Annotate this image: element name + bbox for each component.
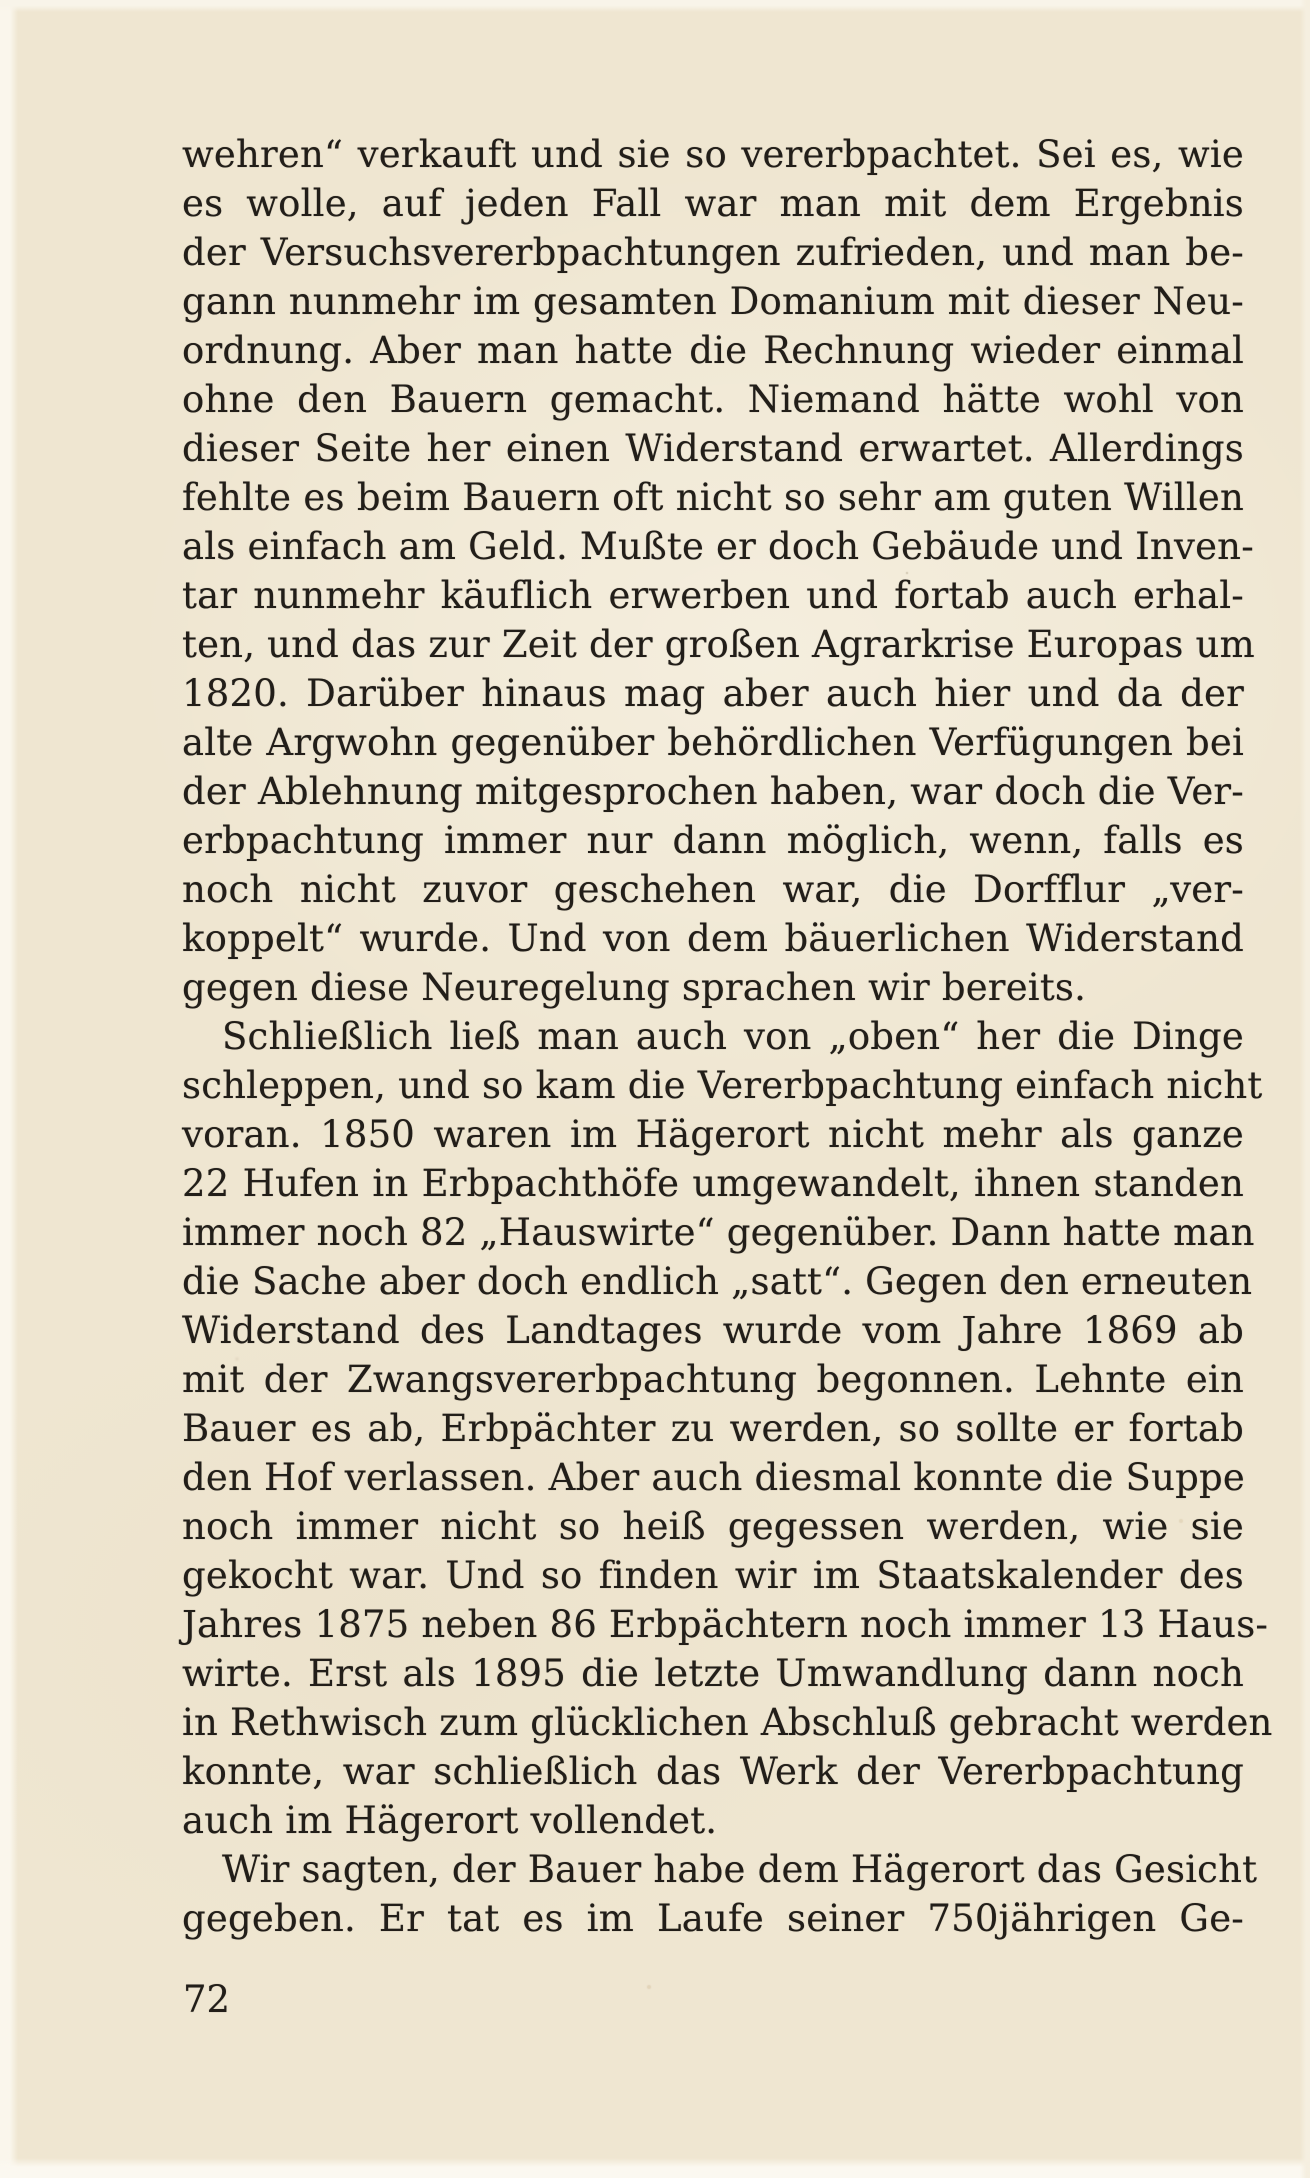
- text-line: gegen diese Neuregelung sprachen wir bereits.: [182, 966, 1087, 1009]
- text-line: voran. 1850 waren im Hägerort nicht mehr als ganze: [182, 1113, 1244, 1156]
- scan-edge-right: [1300, 0, 1310, 2178]
- text-line: der Versuchsvererbpachtungen zufrieden, und man be-: [182, 231, 1244, 274]
- text-line: dieser Seite her einen Widerstand erwartet. Allerdings: [182, 427, 1244, 470]
- text-line: Bauer es ab, Erbpächter zu werden, so sollte er fortab: [182, 1407, 1244, 1450]
- paragraph: [182, 1845, 1258, 1943]
- text-line: immer noch 82 „Hauswirte“ gegenüber. Dann hatte man: [182, 1211, 1255, 1254]
- text-line: Widerstand des Landtages wurde vom Jahre 1869 ab: [182, 1309, 1244, 1352]
- text-line: konnte, war schließlich das Werk der Vererbpachtung: [182, 1750, 1244, 1793]
- text-line: noch nicht zuvor geschehen war, die Dorfflur „ver-: [182, 868, 1244, 911]
- paragraph: [182, 1012, 1273, 1845]
- text-line: fehlte es beim Bauern oft nicht so sehr am guten Willen: [182, 476, 1244, 519]
- text-line: mit der Zwangsvererbpachtung begonnen. Lehnte ein: [182, 1358, 1244, 1401]
- text-line: erbpachtung immer nur dann möglich, wenn, falls es: [182, 819, 1244, 862]
- scan-edge-bottom: [0, 2158, 1310, 2178]
- scan-edge-top: [0, 0, 1310, 12]
- text-line: 1820. Darüber hinaus mag aber auch hier und da der: [182, 672, 1244, 715]
- scan-edge-left: [0, 0, 18, 2178]
- text-line: auch im Hägerort vollendet.: [182, 1799, 718, 1842]
- text-line: als einfach am Geld. Mußte er doch Gebäude und Inven-: [182, 525, 1254, 568]
- text-line: der Ablehnung mitgesprochen haben, war doch die Ver-: [182, 770, 1244, 813]
- text-line: ordnung. Aber man hatte die Rechnung wieder einmal: [182, 329, 1244, 372]
- text-line: in Rethwisch zum glücklichen Abschluß gebracht werden: [182, 1701, 1273, 1744]
- text-line: wirte. Erst als 1895 die letzte Umwandlung dann noch: [182, 1652, 1244, 1695]
- text-line: koppelt“ wurde. Und von dem bäuerlichen Widerstand: [182, 917, 1244, 960]
- text-line: tar nunmehr käuflich erwerben und fortab auch erhal-: [182, 574, 1244, 617]
- text-line: gekocht war. Und so finden wir im Staatskalender des: [182, 1554, 1244, 1597]
- text-line: gann nunmehr im gesamten Domanium mit dieser Neu-: [182, 280, 1244, 323]
- text-line: den Hof verlassen. Aber auch diesmal konnte die Suppe: [182, 1456, 1245, 1499]
- text-line: die Sache aber doch endlich „satt“. Gegen den erneuten: [182, 1260, 1253, 1303]
- text-line: wehren“ verkauft und sie so vererbpachtet. Sei es, wie: [182, 133, 1244, 176]
- text-line: schleppen, und so kam die Vererbpachtung einfach nicht: [182, 1064, 1263, 1107]
- text-line: 22 Hufen in Erbpachthöfe umgewandelt, ihnen standen: [182, 1162, 1244, 1205]
- text-line: noch immer nicht so heiß gegessen werden, wie sie: [182, 1505, 1244, 1548]
- text-line: ten, und das zur Zeit der großen Agrarkrise Europas um: [182, 623, 1255, 666]
- text-line: alte Argwohn gegenüber behördlichen Verfügungen bei: [182, 721, 1244, 764]
- page-text: [182, 130, 1273, 1943]
- text-line: Jahres 1875 neben 86 Erbpächtern noch immer 13 Haus-: [182, 1603, 1269, 1646]
- text-line: Wir sagten, der Bauer habe dem Hägerort das Gesicht: [222, 1848, 1258, 1891]
- text-line: ohne den Bauern gemacht. Niemand hätte wohl von: [182, 378, 1244, 421]
- text-line: es wolle, auf jeden Fall war man mit dem Ergebnis: [182, 182, 1244, 225]
- text-line: Schließlich ließ man auch von „oben“ her die Dinge: [222, 1015, 1244, 1058]
- paper-specks: [0, 0, 2, 2]
- paragraph: [182, 130, 1255, 1012]
- page-number: 72: [183, 1978, 231, 2021]
- text-line: gegeben. Er tat es im Laufe seiner 750jährigen Ge-: [182, 1897, 1244, 1940]
